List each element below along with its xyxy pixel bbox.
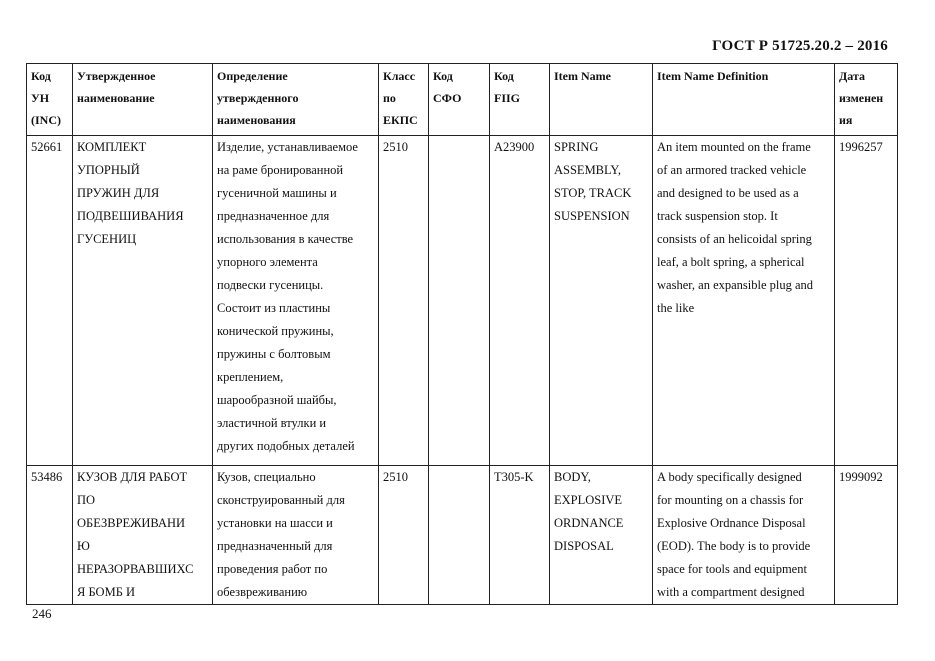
col-header-definition: Определение утвержденного наименования <box>213 64 379 136</box>
cell-date: 1996257 <box>835 136 898 466</box>
cell-definition: Изделие, устанавливаемое на раме бронированной гусеничной машины и предназначенное для использования в качестве упорного элемента подвески гусеницы. Состоит из пластины конической пружины, пружины с болтовым креплением, шарообразной шайбы, эластичной втулки и других подобных деталей <box>213 136 379 466</box>
table-row <box>27 136 898 466</box>
cell-definition: Кузов, специально сконструированный для установки на шасси и предназначенный для проведения работ по обезвреживанию <box>213 466 379 605</box>
table-header-row <box>27 64 898 136</box>
table-row <box>27 466 898 605</box>
col-header-fiig: Код FIIG <box>490 64 550 136</box>
col-header-item-name: Item Name <box>550 64 653 136</box>
cell-class: 2510 <box>379 136 429 466</box>
cell-fiig: T305-K <box>490 466 550 605</box>
cell-sfo <box>429 466 490 605</box>
cell-approved-name: КУЗОВ ДЛЯ РАБОТ ПО ОБЕЗВРЕЖИВАНИ Ю НЕРАЗОРВАВШИХС Я БОМБ И <box>73 466 213 605</box>
cell-code: 52661 <box>27 136 73 466</box>
col-header-class: Класс по ЕКПС <box>379 64 429 136</box>
col-header-date: Дата изменен ия <box>835 64 898 136</box>
col-header-code: Код УН (INC) <box>27 64 73 136</box>
cell-fiig: A23900 <box>490 136 550 466</box>
cell-item-definition: A body specifically designed for mounting on a chassis for Explosive Ordnance Disposal (EOD). The body is to provide space for tools and equipment with a compartment designed <box>653 466 835 605</box>
col-header-sfo: Код СФО <box>429 64 490 136</box>
col-header-approved-name: Утвержденное наименование <box>73 64 213 136</box>
cell-item-name: SPRING ASSEMBLY, STOP, TRACK SUSPENSION <box>550 136 653 466</box>
document-title: ГОСТ Р 51725.20.2 – 2016 <box>712 38 888 54</box>
catalog-table <box>26 63 898 605</box>
page-number: 246 <box>32 606 52 621</box>
cell-sfo <box>429 136 490 466</box>
cell-item-name: BODY, EXPLOSIVE ORDNANCE DISPOSAL <box>550 466 653 605</box>
cell-approved-name: КОМПЛЕКТ УПОРНЫЙ ПРУЖИН ДЛЯ ПОДВЕШИВАНИЯ ГУСЕНИЦ <box>73 136 213 466</box>
cell-class: 2510 <box>379 466 429 605</box>
cell-code: 53486 <box>27 466 73 605</box>
cell-date: 1999092 <box>835 466 898 605</box>
cell-item-definition: An item mounted on the frame of an armored tracked vehicle and designed to be used as a track suspension stop. It consists of an helicoidal spring leaf, a bolt spring, a spherical washer, an expansible plug and the like <box>653 136 835 466</box>
col-header-item-definition: Item Name Definition <box>653 64 835 136</box>
